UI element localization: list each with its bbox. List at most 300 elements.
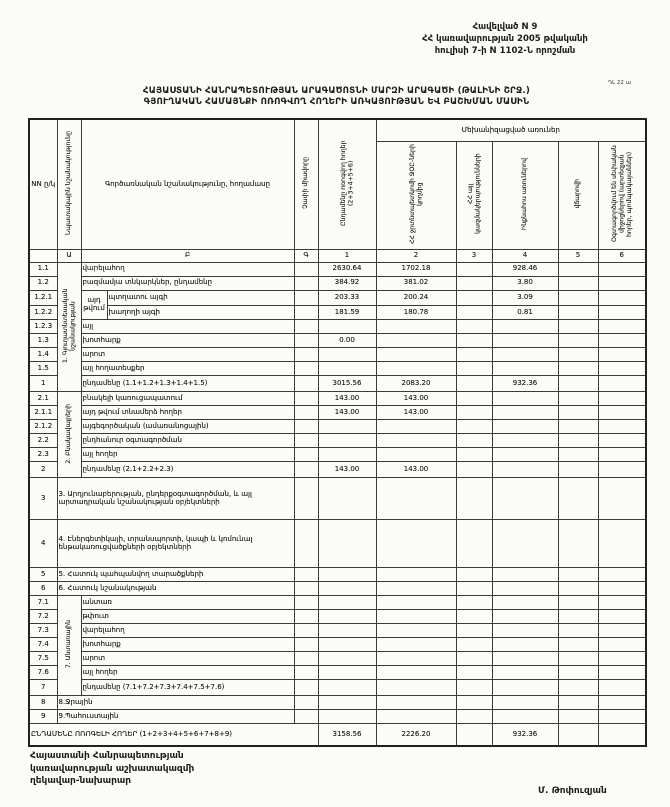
row-label: պտղատու այգի <box>107 290 294 306</box>
value-cell <box>598 710 646 724</box>
value-cell <box>456 276 492 290</box>
row-number: 1.3 <box>29 334 57 348</box>
table-row <box>29 290 646 306</box>
value-cell <box>376 478 456 520</box>
row-label: այլ հողեր <box>81 448 294 462</box>
value-cell <box>492 392 558 406</box>
appendix-header <box>372 22 638 58</box>
value-cell <box>376 624 456 638</box>
unit-cell <box>294 680 318 696</box>
row-number: 1.2.2 <box>29 306 57 320</box>
unit-cell <box>294 420 318 434</box>
unit-cell <box>294 624 318 638</box>
value-cell <box>598 348 646 362</box>
appendix-line-1: Հավելված N 9 <box>472 22 538 32</box>
value-cell <box>456 596 492 610</box>
unit-cell <box>294 406 318 420</box>
value-cell <box>376 420 456 434</box>
value-cell <box>558 638 598 652</box>
table-body <box>29 262 646 746</box>
row-number: 1.2.1 <box>29 290 57 306</box>
table-row <box>29 406 646 420</box>
value-cell <box>376 596 456 610</box>
value-cell <box>376 568 456 582</box>
table-row <box>29 652 646 666</box>
row-number: 9 <box>29 710 57 724</box>
signature-line-2: կառավարության աշխատակազմի <box>30 763 195 774</box>
table-row <box>29 696 646 710</box>
row-number: 7.2 <box>29 610 57 624</box>
unit-cell <box>294 306 318 320</box>
col-index-blank <box>29 249 57 262</box>
group-label-settlements-text: 2. Բնակավայրերի <box>65 403 73 464</box>
table-row <box>29 420 646 434</box>
col-index-4: 4 <box>492 249 558 262</box>
value-cell <box>456 362 492 376</box>
unit-cell <box>294 638 318 652</box>
value-cell: 3.80 <box>492 276 558 290</box>
value-cell <box>318 568 376 582</box>
value-cell <box>598 362 646 376</box>
row-number: 5 <box>29 568 57 582</box>
value-cell <box>456 448 492 462</box>
value-cell: 143.00 <box>376 392 456 406</box>
value-cell <box>456 610 492 624</box>
sub-group-label: այդ թվում <box>81 290 107 320</box>
group-label-agricultural-text: 1. Գյուղատնտեսական նշանակության <box>61 288 76 363</box>
table-row <box>29 610 646 624</box>
value-cell <box>456 724 492 746</box>
value-cell <box>598 420 646 434</box>
row-number: 1.2.3 <box>29 320 57 334</box>
value-cell <box>598 392 646 406</box>
row-label-total: ընդամենը (1.1+1.2+1.3+1.4+1.5) <box>81 376 294 392</box>
value-cell: 2083.20 <box>376 376 456 392</box>
value-cell <box>558 596 598 610</box>
table-row <box>29 119 646 141</box>
value-cell <box>558 290 598 306</box>
col-header-total-irrigated <box>318 119 376 249</box>
value-cell <box>558 348 598 362</box>
value-cell <box>598 624 646 638</box>
value-cell <box>318 596 376 610</box>
value-cell <box>456 320 492 334</box>
value-cell <box>318 666 376 680</box>
value-cell <box>558 478 598 520</box>
value-cell <box>558 434 598 448</box>
row-label: թփուտ <box>81 610 294 624</box>
row-number: 7.3 <box>29 624 57 638</box>
value-cell: 143.00 <box>376 462 456 478</box>
value-cell <box>318 624 376 638</box>
value-cell <box>558 320 598 334</box>
value-cell <box>376 520 456 568</box>
signature-line-3: ղեկավար-նախարար <box>30 776 132 787</box>
value-cell <box>598 520 646 568</box>
col-header-unit <box>294 119 318 249</box>
value-cell <box>456 392 492 406</box>
signature-name: Մ. Թոփուզյան <box>538 786 607 796</box>
table-head <box>29 119 646 262</box>
value-cell: 2226.20 <box>376 724 456 746</box>
table-row <box>29 448 646 462</box>
row-label: այգեգործական (ամառանոցային) <box>81 420 294 434</box>
row-number: 2.1.2 <box>29 420 57 434</box>
value-cell <box>376 448 456 462</box>
value-cell <box>492 434 558 448</box>
row-label: խոտհարք <box>81 334 294 348</box>
value-cell <box>456 462 492 478</box>
col-header-designation <box>57 119 81 249</box>
value-cell <box>598 334 646 348</box>
row-label: վարելահող <box>81 624 294 638</box>
irrigated-lands-table <box>28 118 647 747</box>
document-title <box>28 86 645 109</box>
value-cell <box>598 478 646 520</box>
value-cell <box>598 448 646 462</box>
value-cell: 1702.18 <box>376 262 456 276</box>
value-cell <box>558 624 598 638</box>
row-label: այլ հողատեսքեր <box>81 362 294 376</box>
value-cell <box>376 582 456 596</box>
value-cell <box>558 520 598 568</box>
table-row <box>29 596 646 610</box>
row-number: 2.3 <box>29 448 57 462</box>
value-cell: 3158.56 <box>318 724 376 746</box>
value-cell <box>318 710 376 724</box>
value-cell <box>558 334 598 348</box>
signature-line-1: Հայաստանի Հանրապետության <box>30 751 184 761</box>
value-cell <box>558 582 598 596</box>
value-cell <box>558 652 598 666</box>
table-row <box>29 520 646 568</box>
row-label: բազմամյա տնկարկներ, ընդամենը <box>81 276 294 290</box>
col-header-paid-text: վճարովի <box>574 179 582 209</box>
unit-cell <box>294 434 318 448</box>
value-cell <box>492 334 558 348</box>
value-cell <box>492 362 558 376</box>
value-cell <box>456 434 492 448</box>
value-cell <box>558 680 598 696</box>
col-header-water-committee <box>376 141 456 249</box>
value-cell <box>492 462 558 478</box>
row-label: 8.Ջրային <box>57 696 294 710</box>
value-cell <box>492 520 558 568</box>
value-cell <box>318 448 376 462</box>
value-cell <box>492 696 558 710</box>
value-cell <box>558 666 598 680</box>
row-number: 7.5 <box>29 652 57 666</box>
value-cell <box>376 610 456 624</box>
value-cell <box>558 724 598 746</box>
col-index-1: 1 <box>318 249 376 262</box>
row-number: 7.4 <box>29 638 57 652</box>
value-cell <box>456 376 492 392</box>
table-row <box>29 434 646 448</box>
value-cell <box>492 710 558 724</box>
group-label-forest <box>57 596 81 696</box>
row-label: արոտ <box>81 652 294 666</box>
row-number: 2 <box>29 462 57 478</box>
unit-cell <box>294 348 318 362</box>
value-cell <box>318 420 376 434</box>
unit-cell <box>294 320 318 334</box>
unit-cell <box>294 666 318 680</box>
value-cell <box>598 596 646 610</box>
value-cell <box>598 290 646 306</box>
col-index-5: 5 <box>558 249 598 262</box>
value-cell <box>558 306 598 320</box>
table-row <box>29 249 646 262</box>
row-number: 2.1 <box>29 392 57 406</box>
value-cell <box>558 376 598 392</box>
row-number: 7.6 <box>29 666 57 680</box>
row-label-total: ընդամենը (2.1+2.2+2.3) <box>81 462 294 478</box>
row-label: այդ թվում տնամերձ հողեր <box>81 406 294 420</box>
row-label: այլ հողեր <box>81 666 294 680</box>
value-cell <box>318 582 376 596</box>
unit-cell <box>294 290 318 306</box>
row-number: 2.1.1 <box>29 406 57 420</box>
value-cell <box>492 652 558 666</box>
stamp-note: ԴԼ 22 ա <box>608 80 631 86</box>
value-cell: 143.00 <box>318 406 376 420</box>
unit-cell <box>294 448 318 462</box>
value-cell <box>492 348 558 362</box>
value-cell <box>456 666 492 680</box>
unit-cell <box>294 334 318 348</box>
value-cell <box>598 696 646 710</box>
row-number: 8 <box>29 696 57 710</box>
value-cell <box>376 710 456 724</box>
row-label: այլ <box>81 320 294 334</box>
col-header-total-irrigated-text: Ընդամենը ոռոգվող հողեր (2+3+4+5+6) <box>339 140 354 226</box>
col-header-own-means <box>598 141 646 249</box>
row-label: խոտհարք <box>81 638 294 652</box>
value-cell <box>318 680 376 696</box>
value-cell <box>598 276 646 290</box>
col-header-own-means-text: Օգտագործվում են սեփական միջոցներով (արտեզյան հորեր, պոմպակայաններ) <box>610 145 633 243</box>
unit-cell <box>294 520 318 568</box>
table-row <box>29 666 646 680</box>
col-header-unit-text: Չափի միավորը <box>302 157 310 209</box>
value-cell: 932.36 <box>492 724 558 746</box>
row-label: 9.Պահուստային <box>57 710 294 724</box>
row-label: խաղողի այգի <box>107 306 294 320</box>
value-cell <box>492 624 558 638</box>
unit-cell <box>294 710 318 724</box>
row-number: 1.5 <box>29 362 57 376</box>
table-row <box>29 680 646 696</box>
col-header-paid <box>558 141 598 249</box>
value-cell: 143.00 <box>376 406 456 420</box>
row-label: անտառ <box>81 596 294 610</box>
value-cell <box>598 406 646 420</box>
value-cell <box>598 376 646 392</box>
value-cell <box>376 320 456 334</box>
value-cell <box>376 362 456 376</box>
value-cell <box>558 568 598 582</box>
value-cell <box>492 568 558 582</box>
row-label: 4. Էներգետիկայի, տրանսպորտի, կապի և կոմունալ ենթակառուցվածքների օբյեկտների <box>57 520 294 568</box>
value-cell <box>456 652 492 666</box>
group-label-settlements <box>57 392 81 478</box>
value-cell <box>492 320 558 334</box>
value-cell <box>558 710 598 724</box>
value-cell <box>598 262 646 276</box>
row-number: 1.1 <box>29 262 57 276</box>
unit-cell <box>294 582 318 596</box>
row-number: 1 <box>29 376 57 392</box>
value-cell <box>318 520 376 568</box>
value-cell: 3.09 <box>492 290 558 306</box>
value-cell <box>376 334 456 348</box>
value-cell <box>558 420 598 434</box>
value-cell: 143.00 <box>318 392 376 406</box>
value-cell: 180.78 <box>376 306 456 320</box>
value-cell <box>318 434 376 448</box>
col-index-a: Ա <box>57 249 81 262</box>
value-cell <box>492 596 558 610</box>
value-cell <box>558 610 598 624</box>
value-cell <box>456 582 492 596</box>
value-cell <box>456 710 492 724</box>
value-cell <box>558 696 598 710</box>
value-cell: 200.24 <box>376 290 456 306</box>
group-label-forest-text: 7. Անտառային <box>65 620 73 669</box>
unit-cell <box>294 276 318 290</box>
table-row <box>29 334 646 348</box>
unit-cell <box>294 392 318 406</box>
value-cell <box>598 666 646 680</box>
grand-total-label: ԸՆԴԱՄԵՆԸ ՈՌՈԳԵԼԻ ՀՈՂԵՐ (1+2+3+4+5+6+7+8+9) <box>29 724 318 746</box>
unit-cell <box>294 696 318 710</box>
col-header-gravity-flow-text: Ինքնահոս առուներով <box>521 157 529 230</box>
value-cell: 0.00 <box>318 334 376 348</box>
value-cell <box>456 624 492 638</box>
value-cell <box>598 582 646 596</box>
value-cell <box>376 680 456 696</box>
row-number: 4 <box>29 520 57 568</box>
row-label: 5. Հատուկ պահպանվող տարածքների <box>57 568 294 582</box>
value-cell <box>558 362 598 376</box>
table-row <box>29 638 646 652</box>
value-cell <box>376 666 456 680</box>
table-row <box>29 724 646 746</box>
value-cell <box>456 262 492 276</box>
value-cell <box>492 610 558 624</box>
value-cell <box>376 638 456 652</box>
value-cell: 2630.64 <box>318 262 376 276</box>
value-cell <box>456 290 492 306</box>
value-cell <box>598 638 646 652</box>
unit-cell <box>294 610 318 624</box>
value-cell <box>456 348 492 362</box>
table-row <box>29 348 646 362</box>
col-header-designation-text: Նպատակային նշանակությունը <box>65 130 73 236</box>
table-row <box>29 710 646 724</box>
value-cell <box>318 348 376 362</box>
col-index-6: 6 <box>598 249 646 262</box>
value-cell <box>456 306 492 320</box>
table-row <box>29 376 646 392</box>
table-row <box>29 276 646 290</box>
value-cell <box>492 666 558 680</box>
appendix-line-3: հուլիսի 7-ի N 1102-Ն որոշման <box>434 45 576 56</box>
value-cell <box>598 652 646 666</box>
unit-cell <box>294 362 318 376</box>
value-cell <box>456 568 492 582</box>
unit-cell <box>294 596 318 610</box>
value-cell <box>492 406 558 420</box>
table-row <box>29 478 646 520</box>
row-number: 2.2 <box>29 434 57 448</box>
value-cell <box>376 652 456 666</box>
appendix-line-2: ՀՀ կառավարության 2005 թվականի <box>422 33 588 44</box>
value-cell <box>598 434 646 448</box>
value-cell <box>318 652 376 666</box>
value-cell <box>598 462 646 478</box>
value-cell <box>598 724 646 746</box>
group-label-agricultural <box>57 262 81 392</box>
value-cell <box>492 582 558 596</box>
value-cell <box>598 320 646 334</box>
value-cell <box>492 448 558 462</box>
value-cell: 143.00 <box>318 462 376 478</box>
value-cell <box>492 680 558 696</box>
value-cell <box>456 334 492 348</box>
row-label: արոտ <box>81 348 294 362</box>
value-cell <box>456 406 492 420</box>
table-row <box>29 320 646 334</box>
value-cell <box>318 478 376 520</box>
unit-cell <box>294 652 318 666</box>
value-cell <box>558 392 598 406</box>
value-cell <box>558 276 598 290</box>
col-index-g: Գ <box>294 249 318 262</box>
col-group-header: Մեխանիզացված առուներ <box>376 119 646 141</box>
value-cell <box>456 680 492 696</box>
row-label: վարելահող <box>81 262 294 276</box>
value-cell <box>456 696 492 710</box>
value-cell: 0.81 <box>492 306 558 320</box>
value-cell <box>456 420 492 434</box>
title-line-2: ԳՅՈՒՂԱԿԱՆ ՀԱՄԱՅՆՔԻ ՈՌՈԳՎՈՂ ՀՈՂԵՐԻ ԱՌԿԱՅՈՒԹՅԱՆ ԵՎ ԲԱՇԽՄԱՆ ՄԱՍԻՆ <box>143 97 530 108</box>
value-cell <box>456 520 492 568</box>
col-header-other-orgs-text: ՀՀ այլ կազմակերպությունների <box>466 153 481 235</box>
value-cell <box>598 680 646 696</box>
value-cell <box>318 638 376 652</box>
title-line-1: ՀԱՅԱՍՏԱՆԻ ՀԱՆՐԱՊԵՏՈՒԹՅԱՆ ԱՐԱԳԱԾՈՏՆԻ ՄԱՐԶԻ ԱՐԱԳԱԾԻ (ԹԱԼԻՆԻ ՇՐՋ.) <box>142 86 531 96</box>
signature-block <box>30 750 194 788</box>
table-row <box>29 392 646 406</box>
table-row <box>29 462 646 478</box>
value-cell <box>492 420 558 434</box>
value-cell: 181.59 <box>318 306 376 320</box>
row-number: 7.1 <box>29 596 57 610</box>
value-cell <box>318 320 376 334</box>
value-cell <box>318 610 376 624</box>
value-cell <box>598 306 646 320</box>
col-index-b: Բ <box>81 249 294 262</box>
col-header-water-committee-text: ՀՀ ջրտնտպետկոմի ՋՕԸ-ների կողմից <box>408 144 423 244</box>
value-cell <box>318 362 376 376</box>
table-row <box>29 362 646 376</box>
value-cell <box>456 478 492 520</box>
value-cell <box>456 638 492 652</box>
row-number: 1.4 <box>29 348 57 362</box>
table-row <box>29 624 646 638</box>
